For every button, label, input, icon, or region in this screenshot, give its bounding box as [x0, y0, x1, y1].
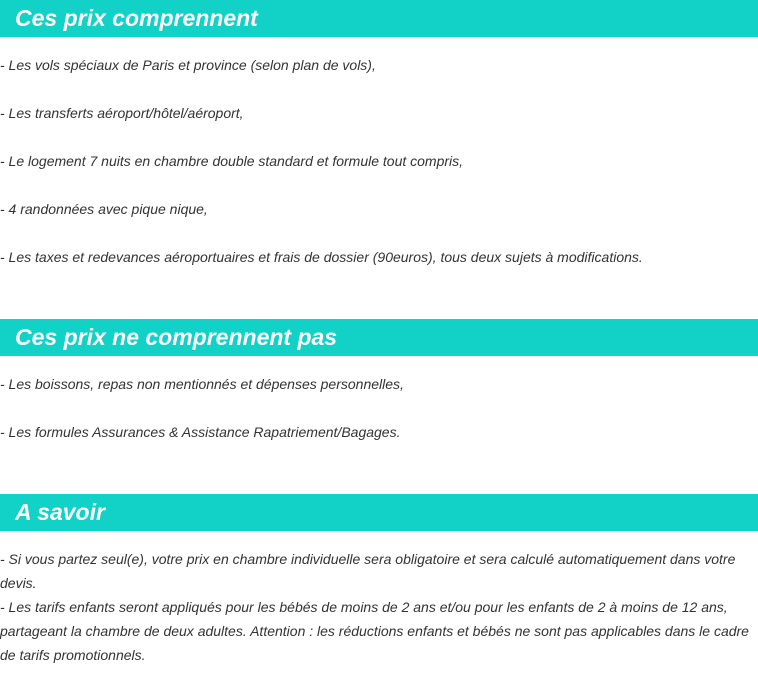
- section-header-included: Ces prix comprennent: [0, 0, 758, 37]
- excluded-item-insurance: - Les formules Assurances & Assistance Rapatriement/Bagages.: [0, 424, 401, 440]
- excluded-item-drinks: - Les boissons, repas non mentionnés et dépenses personnelles,: [0, 376, 404, 392]
- info-item-single-room: - Si vous partez seul(e), votre prix en chambre individuelle sera obligatoire et sera calculé automatiquement dans votre devis.: [0, 551, 736, 591]
- included-item-lodging: - Le logement 7 nuits en chambre double standard et formule tout compris,: [0, 153, 464, 169]
- included-item-flights: - Les vols spéciaux de Paris et province (selon plan de vols),: [0, 57, 376, 73]
- included-item-taxes: - Les taxes et redevances aéroportuaires et frais de dossier (90euros), tous deux sujets à modifications.: [0, 249, 643, 265]
- section-header-excluded: Ces prix ne comprennent pas: [0, 319, 758, 356]
- info-item-child-rates: - Les tarifs enfants seront appliqués pour les bébés de moins de 2 ans et/ou pour les enfants de 2 à moins de 12 ans, partageant la chambre de deux adultes. Attention : les réductions enfants et bébés ne sont pas applicables dans le cadre de tarifs promotionnels.: [0, 599, 749, 663]
- included-item-hikes: - 4 randonnées avec pique nique,: [0, 201, 208, 217]
- included-item-transfers: - Les transferts aéroport/hôtel/aéroport,: [0, 105, 244, 121]
- section-header-good-to-know: A savoir: [0, 494, 758, 531]
